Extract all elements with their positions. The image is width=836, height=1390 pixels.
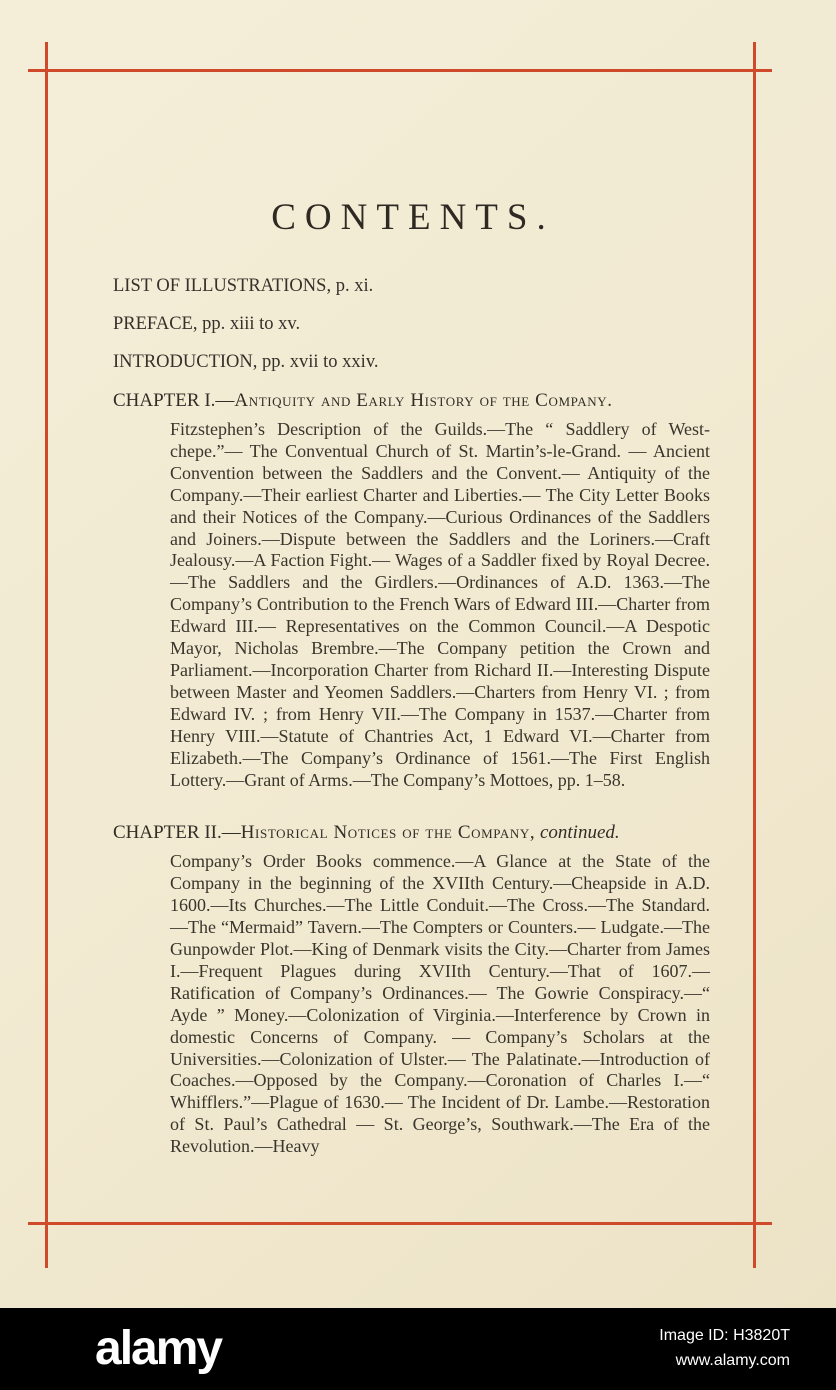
chapter-1-heading xyxy=(113,389,713,413)
frame-left-line xyxy=(45,42,48,1268)
chapter-2-suffix: continued. xyxy=(535,822,620,844)
frame-top-line xyxy=(28,69,772,72)
chapter-1-title: Antiquity and Early History of the Company. xyxy=(234,390,613,411)
watermark-info xyxy=(659,1324,790,1374)
toc-entry-illustrations: LIST OF ILLUSTRATIONS, p. xi. xyxy=(113,276,374,296)
page-content xyxy=(113,196,713,1158)
alamy-logo: alamy xyxy=(95,1322,222,1375)
chapter-1-summary: Fitzstephen’s Description of the Guilds.—The “ Saddlery of West-chepe.”— The Conventual Church of St. Martin’s-le-Grand. — Ancient Convention between the Saddlers and the Convent.— Antiquity of the Company.—Their earliest Charter and Liberties.— The City Letter Books and their Notices of the Company.—Curious Ordinances of the Saddlers and Joiners.—Dispute between the Saddlers and the Loriners.—Craft Jealousy.—A Faction Fight.— Wages of a Saddler fixed by Royal Decree.—The Saddlers and the Girdlers.—Ordinances of A.D. 1363.—The Company’s Contribution to the French Wars of Edward III.—Charter from Edward III.— Representatives on the Common Council.—A Despotic Mayor, Nicholas Brembre.—The Company petition the Crown and Parliament.—Incorporation Charter from Richard II.—Interesting Dispute between Master and Yeomen Saddlers.—Charters from Henry VI. ; from Edward IV. ; from Henry VII.—The Company in 1537.—Charter from Henry VIII.—Statute of Chantries Act, 1 Edward VI.—Charter from Elizabeth.—The Company’s Ordinance of 1561.—The First English Lottery.—Grant of Arms.—The Company’s Mottoes, pp. 1–58. xyxy=(170,419,710,790)
alamy-watermark-bar xyxy=(0,1308,836,1390)
alamy-url: www.alamy.com xyxy=(675,1352,790,1369)
chapter-1-section xyxy=(113,389,713,791)
frame-bottom-line xyxy=(28,1222,772,1225)
chapter-1-number: CHAPTER I.— xyxy=(113,390,235,411)
front-matter-list xyxy=(113,275,713,373)
chapter-2-heading xyxy=(113,821,713,845)
chapter-2-section xyxy=(113,821,713,1158)
toc-entry-preface: PREFACE, pp. xiii to xv. xyxy=(113,314,301,334)
image-id-label: Image ID: H3820T xyxy=(659,1327,790,1345)
page-title: CONTENTS. xyxy=(271,197,555,238)
frame-right-line xyxy=(753,42,756,1268)
chapter-2-title: Historical Notices of the Company, xyxy=(240,822,536,844)
chapter-2-number: CHAPTER II.— xyxy=(113,822,241,844)
toc-entry-introduction: INTRODUCTION, pp. xvii to xxiv. xyxy=(113,352,379,372)
chapter-2-summary: Company’s Order Books commence.—A Glance at the State of the Company in the beginning of the XVIIth Century.—Cheapside in A.D. 1600.—Its Churches.—The Little Conduit.—The Cross.—The Standard.—The “Mermaid” Tavern.—The Compters or Counters.— Ludgate.—The Gunpowder Plot.—King of Denmark visits the City.—Charter from James I.—Frequent Plagues during XVIIth Century.—That of 1607.—Ratification of Company’s Ordinances.— The Gowrie Conspiracy.—“ Ayde ” Money.—Colonization of Virginia.—Interference by Crown in domestic Concerns of Company. — Company’s Scholars at the Universities.—Colonization of Ulster.— The Palatinate.—Introduction of Coaches.—Opposed by the Company.—Coronation of Charles I.—“ Whifflers.”—Plague of 1630.— The Incident of Dr. Lambe.—Restoration of St. Paul’s Cathedral — St. George’s, Southwark.—The Era of the Revolution.—Heavy xyxy=(170,851,710,1157)
